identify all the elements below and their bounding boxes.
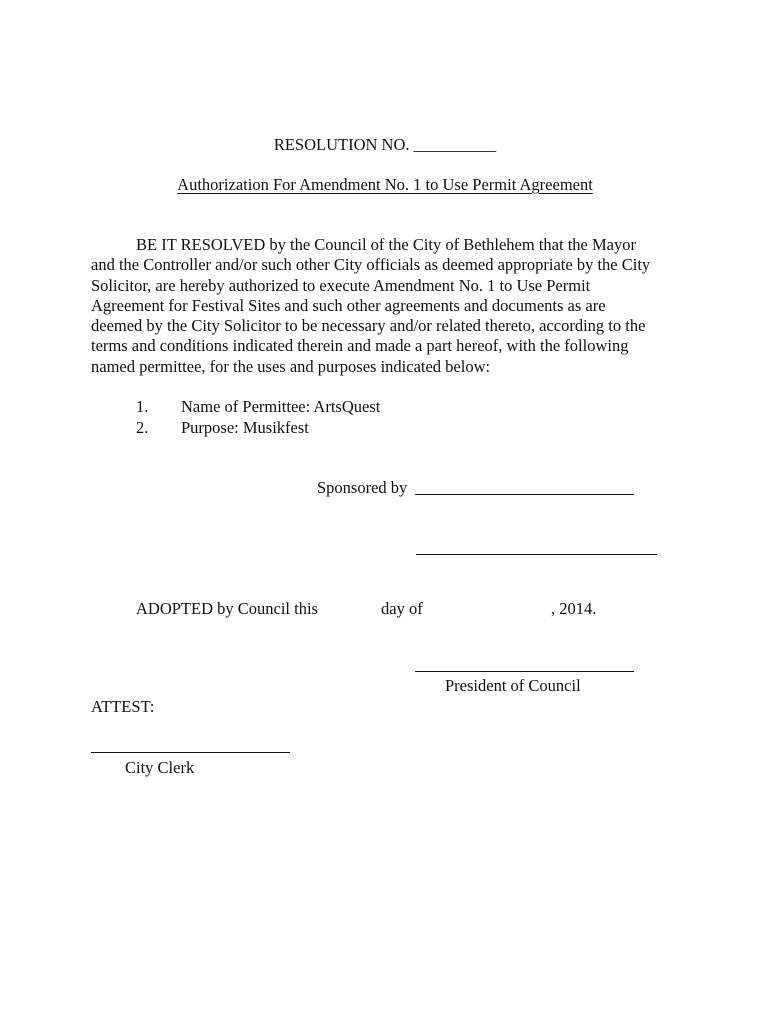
adopted-year: , 2014. bbox=[551, 599, 597, 618]
list-item-number: 2. bbox=[136, 418, 149, 437]
document-title bbox=[0, 175, 770, 195]
adopted-text: ADOPTED by Council this bbox=[136, 599, 318, 618]
city-clerk-label: City Clerk bbox=[125, 758, 195, 777]
sponsor-signature-line bbox=[415, 494, 634, 495]
attest-label: ATTEST: bbox=[91, 697, 155, 716]
president-signature-line bbox=[415, 671, 634, 672]
paragraph-line: and the Controller and/or such other City officials as deemed appropriate by the City bbox=[91, 255, 651, 275]
paragraph-line: deemed by the City Solicitor to be necessary and/or related thereto, according to the bbox=[91, 316, 646, 336]
document-title-text: Authorization For Amendment No. 1 to Use Permit Agreement bbox=[177, 175, 593, 194]
paragraph-line: named permittee, for the uses and purposes indicated below: bbox=[91, 356, 491, 376]
paragraph-line: BE IT RESOLVED by the Council of the City of Bethlehem that the Mayor bbox=[136, 235, 636, 254]
president-label: President of Council bbox=[445, 676, 581, 695]
signature-line bbox=[416, 554, 657, 555]
adopted-day-label: day of bbox=[381, 599, 423, 618]
resolution-number: RESOLUTION NO. __________ bbox=[273, 135, 497, 154]
paragraph-line: Agreement for Festival Sites and such other agreements and documents as are bbox=[91, 295, 606, 315]
clerk-signature-line bbox=[91, 752, 290, 753]
list-item-number: 1. bbox=[136, 397, 149, 416]
list-item-text: Name of Permittee: ArtsQuest bbox=[181, 397, 381, 416]
list-item-text: Purpose: Musikfest bbox=[181, 418, 309, 437]
paragraph-line: terms and conditions indicated therein and made a part hereof, with the following bbox=[91, 336, 629, 356]
resolution-paragraph bbox=[91, 235, 681, 377]
sponsored-by-label: Sponsored by bbox=[317, 478, 408, 497]
paragraph-line: Solicitor, are hereby authorized to execute Amendment No. 1 to Use Permit bbox=[91, 275, 591, 295]
